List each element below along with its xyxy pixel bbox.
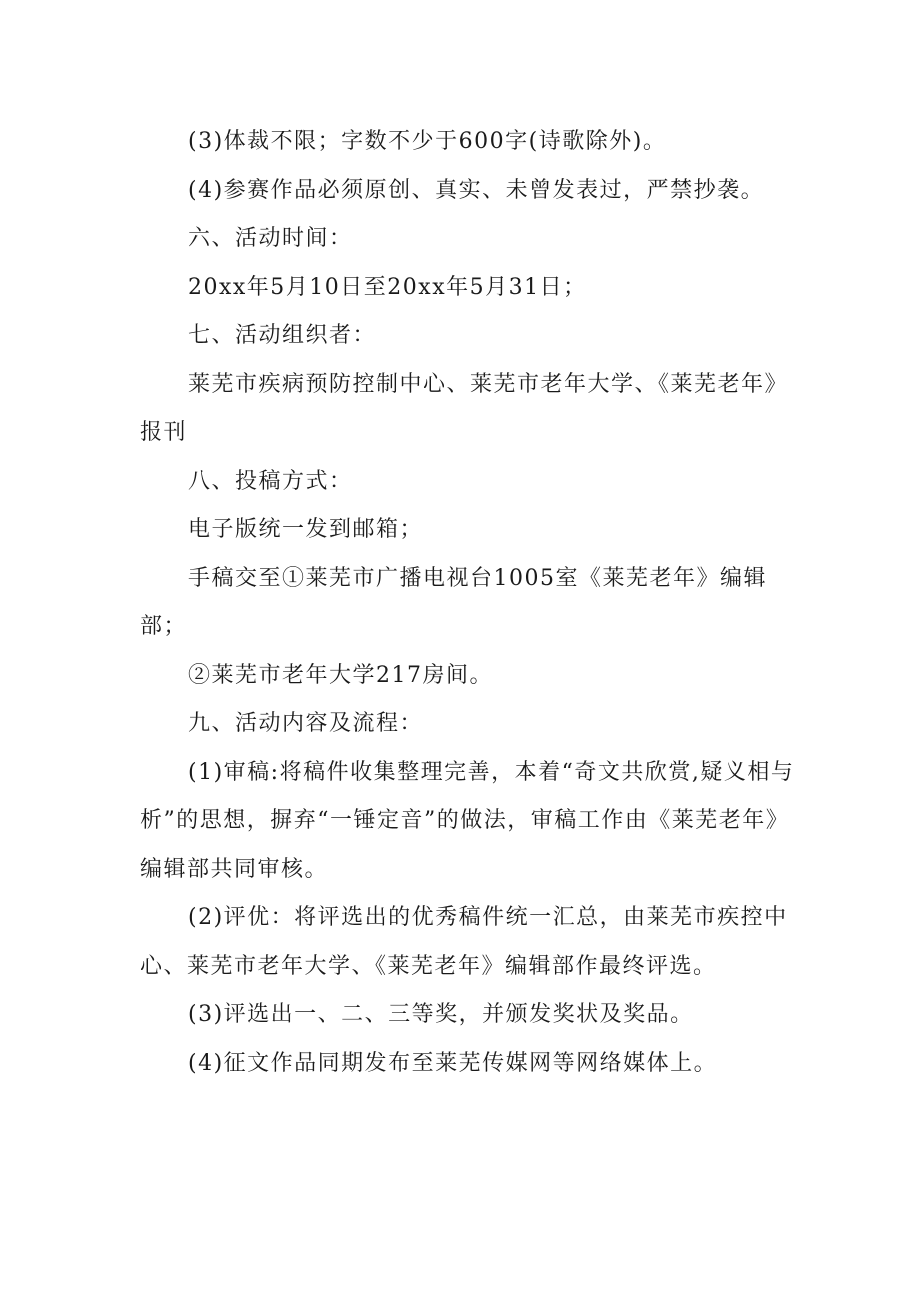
- process-step-3: (3)评选出一、二、三等奖，并颁发奖状及奖品。: [188, 1002, 694, 1027]
- section-heading-submission: 八、投稿方式：: [188, 468, 353, 494]
- submission-manuscript-1: 手稿交至①莱芜市广播电视台1005室《莱芜老年》编辑部；: [140, 565, 767, 639]
- rule-item-3: (3)体裁不限；字数不少于600字(诗歌除外)。: [188, 129, 667, 154]
- organizers-text: 莱芜市疾病预防控制中心、莱芜市老年大学、《莱芜老年》报刊: [140, 371, 789, 445]
- process-step-2: (2)评优：将评选出的优秀稿件统一汇总，由莱芜市疾控中心、莱芜市老年大学、《莱芜老年》编辑部作最终评选。: [140, 905, 788, 979]
- activity-dates: 20xx年5月10日至20xx年5月31日；: [188, 274, 587, 300]
- document-body: [140, 118, 800, 1088]
- process-step-1: (1)审稿:将稿件收集整理完善，本着“奇文共欣赏,疑义相与析”的思想，摒弃“一锤定音”的做法，审稿工作由《莱芜老年》编辑部共同审核。: [140, 759, 795, 882]
- section-heading-organizers: 七、活动组织者：: [188, 323, 377, 348]
- process-step-4: (4)征文作品同期发布至莱芜传媒网等网络媒体上。: [188, 1050, 718, 1076]
- section-heading-time: 六、活动时间：: [188, 226, 353, 251]
- section-heading-process: 九、活动内容及流程：: [188, 711, 424, 736]
- submission-email: 电子版统一发到邮箱；: [188, 517, 424, 542]
- rule-item-4: (4)参赛作品必须原创、真实、未曾发表过，严禁抄袭。: [188, 177, 765, 203]
- submission-manuscript-2: ②莱芜市老年大学217房间。: [188, 662, 493, 688]
